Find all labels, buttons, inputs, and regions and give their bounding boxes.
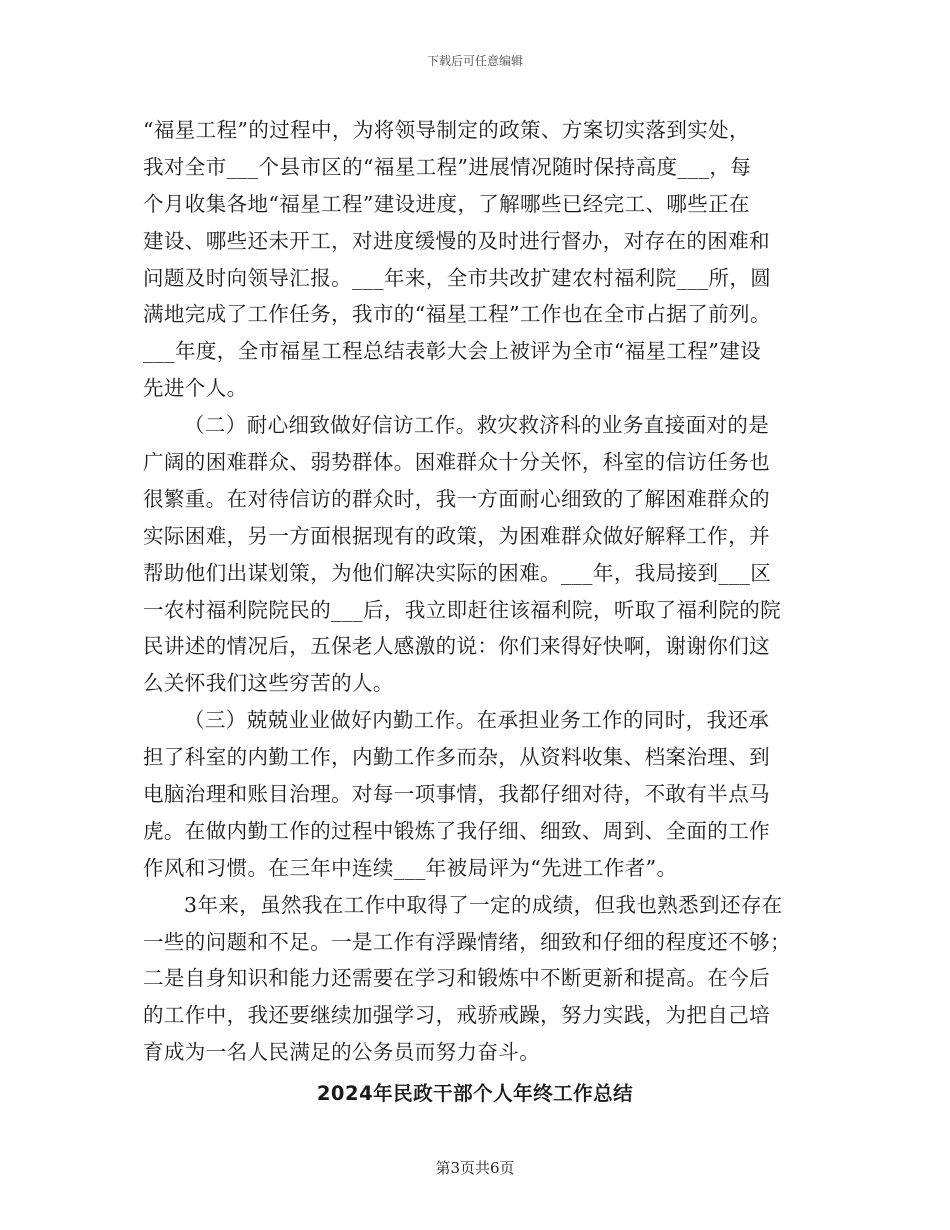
text-line: 二是自身知识和能力还需要在学习和锻炼中不断更新和提高。在今后 bbox=[143, 966, 770, 991]
section-title: 2024年民政干部个人年终工作总结 bbox=[316, 1082, 634, 1105]
text-line: 先进个人。 bbox=[143, 376, 248, 401]
paragraph-start-line: （二）耐心细致做好信访工作。救灾救济科的业务直接面对的是 bbox=[184, 413, 770, 438]
text-line: 个月收集各地“福星工程”建设进度，了解哪些已经完工、哪些正在 bbox=[143, 191, 750, 216]
text-line: 建设、哪些还未开工，对进度缓慢的及时进行督办，对存在的困难和 bbox=[143, 228, 770, 253]
page-header: 下载后可任意编辑 bbox=[426, 54, 523, 68]
text-line: 担了科室的内勤工作，内勤工作多而杂，从资料收集、档案治理、到 bbox=[143, 745, 770, 770]
text-line: ___年度，全市福星工程总结表彰大会上被评为全市“福星工程”建设 bbox=[143, 339, 762, 364]
text-line: 虎。在做内勤工作的过程中锻炼了我仔细、细致、周到、全面的工作 bbox=[143, 818, 770, 843]
text-line: 育成为一名人民满足的公务员而努力奋斗。 bbox=[143, 1040, 541, 1065]
text-line: 一些的问题和不足。一是工作有浮躁情绪，细致和仔细的程度还不够； bbox=[143, 929, 791, 954]
paragraph-start-line: （三）兢兢业业做好内勤工作。在承担业务工作的同时，我还承 bbox=[184, 708, 770, 733]
text-line: 作风和习惯。在三年中连续___年被局评为“先进工作者”。 bbox=[143, 855, 678, 880]
text-line: 民讲述的情况后，五保老人感激的说：你们来得好快啊，谢谢你们这 bbox=[143, 634, 770, 659]
text-line: 广阔的困难群众、弱势群体。困难群众十分关怀，科室的信访任务也 bbox=[143, 450, 770, 475]
text-line: 帮助他们出谋划策，为他们解决实际的困难。___年，我局接到___区 bbox=[143, 560, 772, 585]
text-line: 问题及时向领导汇报。___年来，全市共改扩建农村福利院___所，圆 bbox=[143, 265, 772, 290]
page-number: 第3页共6页 bbox=[435, 1159, 515, 1177]
text-line: “福星工程”的过程中，为将领导制定的政策、方案切实落到实处， bbox=[143, 118, 750, 142]
paragraph-start-line: 3年来，虽然我在工作中取得了一定的成绩，但我也熟悉到还存在 bbox=[184, 892, 783, 917]
text-line: 我对全市___个县市区的“福星工程”进展情况随时保持高度___，每 bbox=[143, 154, 752, 179]
document-body bbox=[143, 112, 808, 1071]
text-line: 满地完成了工作任务，我市的“福星工程”工作也在全市占据了前列。 bbox=[143, 302, 771, 327]
text-line: 的工作中，我还要继续加强学习，戒骄戒躁，努力实践，为把自己培 bbox=[143, 1003, 770, 1028]
text-line: 电脑治理和账目治理。对每一项事情，我都仔细对待，不敢有半点马 bbox=[143, 782, 770, 807]
text-line: 一农村福利院院民的___后，我立即赶往该福利院，听取了福利院的院 bbox=[143, 597, 782, 622]
text-line: 实际困难，另一方面根据现有的政策，为困难群众做好解释工作，并 bbox=[143, 523, 770, 548]
text-line: 么关怀我们这些穷苦的人。 bbox=[143, 671, 394, 696]
text-line: 很繁重。在对待信访的群众时，我一方面耐心细致的了解困难群众的 bbox=[143, 486, 770, 511]
